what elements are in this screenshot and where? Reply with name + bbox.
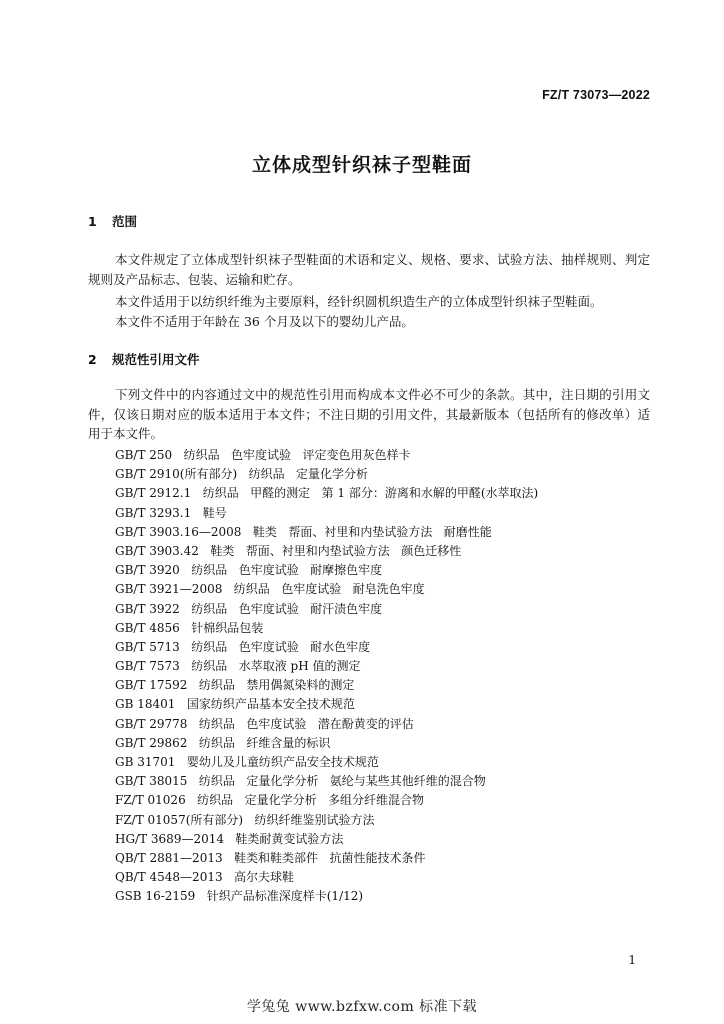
scope-paragraph-1: 本文件规定了立体成型针织袜子型鞋面的术语和定义、规格、要求、试验方法、抽样规则、判定规则及产品标志、包装、运输和贮存。 [88,252,650,287]
reference-item: GB/T 7573 纺织品 水萃取液 pH 值的测定 [115,659,361,674]
normative-references-list [115,446,538,907]
reference-item: GB/T 3922 纺织品 色牢度试验 耐汗渍色牢度 [115,601,383,616]
reference-item: HG/T 3689—2014 鞋类耐黄变试验方法 [115,831,344,846]
document-title: 立体成型针织袜子型鞋面 [251,154,472,176]
section-title: 范围 [112,214,138,229]
footer-watermark[interactable]: 学兔兔 www.bzfxw.com 标准下载 [246,999,478,1015]
reference-item: GB/T 29778 纺织品 色牢度试验 潜在酚黄变的评估 [115,716,414,731]
scope-paragraph-3: 本文件不适用于年龄在 36 个月及以下的婴幼儿产品。 [115,314,414,329]
reference-item: GB/T 38015 纺织品 定量化学分析 氨纶与某些其他纤维的混合物 [115,774,486,789]
page-number: 1 [628,953,636,967]
reference-item: GB/T 3921—2008 纺织品 色牢度试验 耐皂洗色牢度 [115,582,425,597]
references-intro-paragraph: 下列文件中的内容通过文中的规范性引用而构成本文件必不可少的条款。其中，注日期的引用文件，仅该日期对应的版本适用于本文件；不注日期的引用文件，其最新版本（包括所有的修改单）适用于本文件。 [88,387,650,441]
section-number: 1 [88,214,97,229]
reference-item: GSB 16-2159 针织产品标准深度样卡(1/12) [115,889,364,904]
reference-item: GB/T 3903.16—2008 鞋类 帮面、衬里和内垫试验方法 耐磨性能 [115,524,492,539]
reference-item: FZ/T 01057(所有部分) 纺织纤维鉴别试验方法 [115,812,375,827]
scope-paragraph-2: 本文件适用于以纺织纤维为主要原料，经针织圆机织造生产的立体成型针织袜子型鞋面。 [115,294,603,309]
reference-item: GB 31701 婴幼儿及儿童纺织产品安全技术规范 [115,755,379,769]
reference-item: GB/T 29862 纺织品 纤维含量的标识 [115,735,331,750]
reference-item: GB/T 250 纺织品 色牢度试验 评定变色用灰色样卡 [115,448,411,462]
reference-item: GB/T 2912.1 纺织品 甲醛的测定 第 1 部分：游离和水解的甲醛(水萃取法) [115,486,539,501]
reference-item: GB/T 5713 纺织品 色牢度试验 耐水色牢度 [115,639,371,654]
reference-item: QB/T 4548—2013 高尔夫球鞋 [115,870,295,885]
reference-item: GB 18401 国家纺织产品基本安全技术规范 [115,697,355,712]
reference-item: QB/T 2881—2013 鞋类和鞋类部件 抗菌性能技术条件 [115,850,426,865]
section-number: 2 [88,352,97,367]
section-heading-normative-references [88,350,200,368]
section-title: 规范性引用文件 [112,352,200,367]
reference-item: GB/T 3920 纺织品 色牢度试验 耐摩擦色牢度 [115,563,383,578]
reference-item: GB/T 3903.42 鞋类 帮面、衬里和内垫试验方法 颜色迁移性 [115,543,462,558]
reference-item: GB/T 2910(所有部分) 纺织品 定量化学分析 [115,467,369,482]
reference-item: GB/T 17592 纺织品 禁用偶氮染料的测定 [115,678,355,693]
reference-item: FZ/T 01026 纺织品 定量化学分析 多组分纤维混合物 [115,793,425,808]
section-heading-scope [88,212,137,230]
standard-code: FZ/T 73073—2022 [542,88,650,102]
reference-item: GB/T 4856 针棉织品包装 [115,620,264,635]
reference-item: GB/T 3293.1 鞋号 [115,505,227,520]
